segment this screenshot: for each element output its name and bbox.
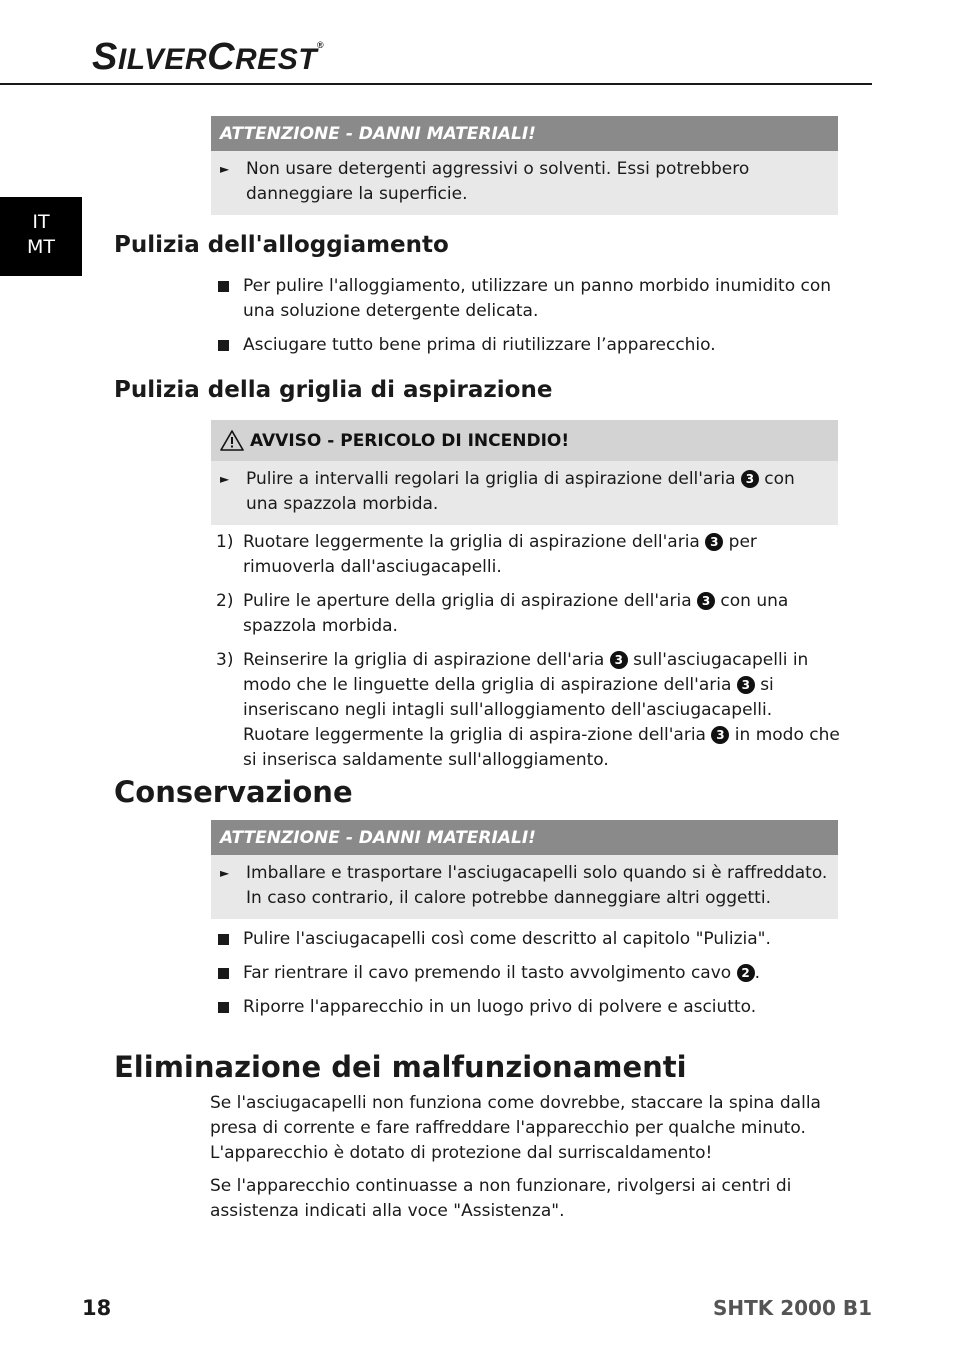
troubleshooting-paragraph: Se l'apparecchio continuasse a non funzionare, rivolgersi ai centri di assistenza indicati alla voce "Assistenza". <box>210 1176 792 1221</box>
step-item <box>216 648 840 773</box>
step-text-part: per rimuoverla dall'asciugacapelli. <box>243 532 757 577</box>
list-item <box>216 927 840 952</box>
square-bullet-icon <box>216 995 243 1020</box>
step-text-part: si inseriscano negli intagli sull'alloggiamento dell'asciugacapelli. Ruotare leggermente la griglia di aspira-zione dell'aria <box>243 675 774 745</box>
caution-item <box>220 861 829 911</box>
list-item <box>216 995 840 1020</box>
grille-steps-list <box>216 530 840 773</box>
square-bullet-icon <box>216 274 243 324</box>
arrow-icon: ► <box>220 472 230 486</box>
section-title-grille: Pulizia della griglia di aspirazione <box>114 377 553 403</box>
section-title-housing: Pulizia dell'alloggiamento <box>114 232 449 258</box>
part-ref-badge: 3 <box>610 651 628 669</box>
caution-text-line: Imballare e trasportare l'asciugacapelli solo quando si è raffreddato. <box>246 863 828 883</box>
warning-title: AVVISO - PERICOLO DI INCENDIO! <box>250 430 570 451</box>
section-title-troubleshooting: Eliminazione dei malfunzionamenti <box>114 1050 687 1084</box>
header-rule <box>0 83 872 85</box>
part-ref-badge: 3 <box>705 533 723 551</box>
page-number: 18 <box>82 1296 112 1320</box>
step-item <box>216 530 840 580</box>
arrow-icon: ► <box>220 866 230 880</box>
step-text-part: Pulire le aperture della griglia di aspirazione dell'aria <box>243 591 692 611</box>
language-code-it: IT <box>32 211 50 233</box>
square-bullet-icon <box>216 961 243 986</box>
step-text <box>243 589 840 639</box>
caution-text-line: In caso contrario, il calore potrebbe danneggiare altri oggetti. <box>246 888 771 908</box>
square-bullet-icon <box>216 333 243 358</box>
troubleshooting-paragraph: Se l'asciugacapelli non funziona come dovrebbe, staccare la spina dalla presa di corrente e fare raffreddare l'apparecchio per qualche minuto. L'apparecchio è dotato di protezione dal surriscaldamento! <box>210 1093 821 1163</box>
part-ref-badge: 3 <box>697 592 715 610</box>
part-ref-badge: 3 <box>711 726 729 744</box>
step-text <box>243 648 840 773</box>
step-number: 2) <box>216 591 234 611</box>
warning-item <box>220 467 829 517</box>
warning-header <box>211 420 838 461</box>
step-text-part: con una spazzola morbida. <box>243 591 789 636</box>
section-title-storage: Conservazione <box>114 775 353 809</box>
list-item-text-part: Far rientrare il cavo premendo il tasto avvolgimento cavo <box>243 963 732 983</box>
list-item <box>216 274 840 324</box>
list-item <box>216 333 840 358</box>
warning-box-fire <box>211 420 838 525</box>
list-item-text: Riporre l'apparecchio in un luogo privo di polvere e asciutto. <box>243 997 757 1017</box>
warning-text-part: con una spazzola morbida. <box>246 469 795 514</box>
warning-text <box>246 467 829 517</box>
caution-box-storage <box>211 820 838 919</box>
storage-bullet-list <box>216 927 840 1020</box>
step-number: 3) <box>216 650 234 670</box>
step-text-part: in modo che si inserisca saldamente sull'alloggiamento. <box>243 725 840 770</box>
list-item-text: Per pulire l'alloggiamento, utilizzare un panno morbido inumidito con una soluzione detergente delicata. <box>243 276 832 321</box>
step-text-part: Reinserire la griglia di aspirazione dell'aria <box>243 650 605 670</box>
language-code-mt: MT <box>27 236 55 258</box>
step-number: 1) <box>216 532 234 552</box>
step-text <box>243 530 840 580</box>
warning-text-part: Pulire a intervalli regolari la griglia di aspirazione dell'aria <box>246 469 736 489</box>
registered-mark: ® <box>317 40 325 50</box>
step-text-part: Ruotare leggermente la griglia di aspirazione dell'aria <box>243 532 700 552</box>
list-item <box>216 961 840 986</box>
caution-box-surface <box>211 116 838 215</box>
list-item-text-part: . <box>754 963 760 983</box>
caution-title: ATTENZIONE - DANNI MATERIALI! <box>211 820 838 855</box>
arrow-icon: ► <box>220 162 230 176</box>
list-item-text: Pulire l'asciugacapelli così come descritto al capitolo "Pulizia". <box>243 929 771 949</box>
caution-text <box>246 861 827 911</box>
caution-text: Non usare detergenti aggressivi o solventi. Essi potrebbero danneggiare la superficie. <box>246 159 750 204</box>
square-bullet-icon <box>216 927 243 952</box>
list-item-text: Asciugare tutto bene prima di riutilizzare l’apparecchio. <box>243 335 716 355</box>
part-ref-badge: 3 <box>741 470 759 488</box>
housing-bullet-list <box>216 274 840 358</box>
language-tab <box>0 197 82 276</box>
model-number: SHTK 2000 B1 <box>712 1296 872 1320</box>
caution-item <box>220 157 829 207</box>
part-ref-badge: 3 <box>737 676 755 694</box>
caution-title: ATTENZIONE - DANNI MATERIALI! <box>211 116 838 151</box>
list-item-text <box>243 961 760 986</box>
brand-logo: SILVERCREST® <box>92 36 325 78</box>
step-text-part: sull'asciugacapelli in modo che le linguette della griglia di aspirazione dell'aria <box>243 650 809 695</box>
step-item <box>216 589 840 639</box>
part-ref-badge: 2 <box>737 964 755 982</box>
warning-triangle-icon <box>220 430 244 451</box>
